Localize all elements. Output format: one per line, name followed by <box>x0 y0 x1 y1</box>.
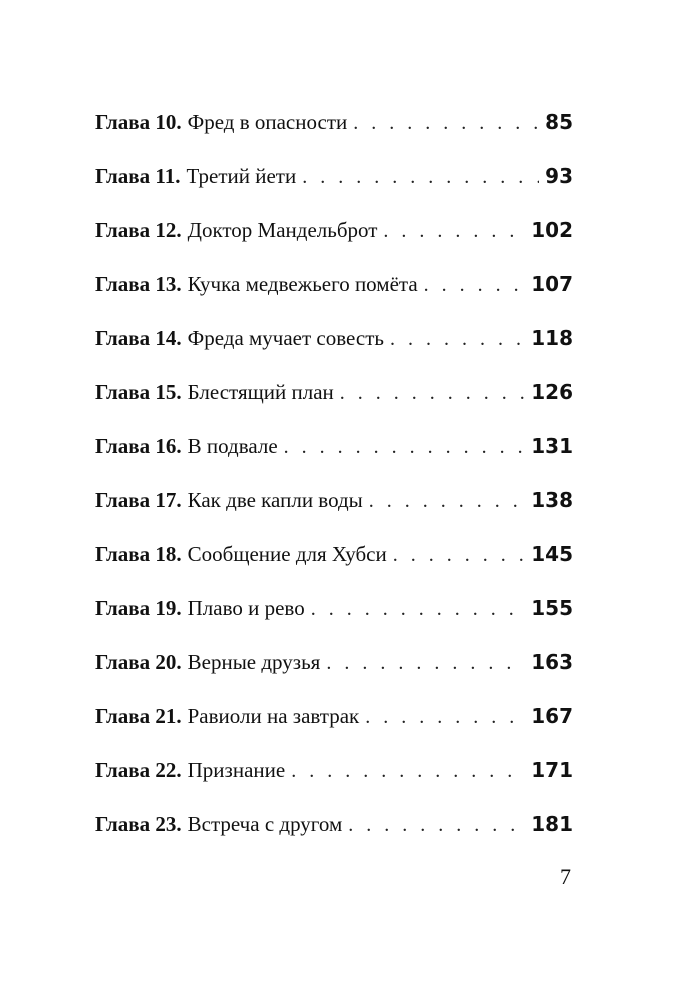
chapter-title: Как две капли воды <box>187 488 363 512</box>
chapter-title: Кучка медвежьего помёта <box>187 272 418 296</box>
page-number: 138 <box>531 488 573 512</box>
page-number: 126 <box>531 380 573 404</box>
toc-entry <box>95 380 573 434</box>
page-number: 118 <box>531 326 573 350</box>
chapter-title: В подвале <box>187 434 278 458</box>
dot-leader <box>284 436 526 459</box>
page-number: 145 <box>531 542 573 566</box>
chapter-title: Признание <box>187 758 286 782</box>
toc-entry <box>95 488 573 542</box>
chapter-title: Равиоли на завтрак <box>187 704 360 728</box>
chapter-label: Глава 16. <box>95 434 182 458</box>
page-number: 102 <box>531 218 573 242</box>
dot-leader <box>353 112 539 135</box>
chapter-title: Блестящий план <box>187 380 334 404</box>
page-number: 163 <box>531 650 573 674</box>
toc-entry <box>95 650 573 704</box>
chapter-label: Глава 21. <box>95 704 182 728</box>
toc-entry <box>95 812 573 866</box>
table-of-contents <box>95 110 573 866</box>
dot-leader <box>340 382 525 405</box>
chapter-label: Глава 17. <box>95 488 182 512</box>
dot-leader <box>393 544 526 567</box>
toc-entry <box>95 596 573 650</box>
toc-entry <box>95 326 573 380</box>
page-number: 107 <box>531 272 573 296</box>
chapter-title: Встреча с другом <box>187 812 343 836</box>
chapter-label: Глава 12. <box>95 218 182 242</box>
chapter-label: Глава 13. <box>95 272 182 296</box>
page-folio-number: 7 <box>560 864 571 889</box>
page-number: 85 <box>545 110 573 134</box>
dot-leader <box>302 166 539 189</box>
chapter-title: Плаво и рево <box>187 596 305 620</box>
toc-entry <box>95 758 573 812</box>
dot-leader <box>326 652 525 675</box>
page-number: 155 <box>531 596 573 620</box>
dot-leader <box>365 706 525 729</box>
chapter-label: Глава 20. <box>95 650 182 674</box>
toc-entry <box>95 272 573 326</box>
chapter-label: Глава 23. <box>95 812 182 836</box>
chapter-label: Глава 11. <box>95 164 181 188</box>
toc-entry <box>95 434 573 488</box>
page-number: 171 <box>531 758 573 782</box>
dot-leader <box>311 598 526 621</box>
toc-entry <box>95 218 573 272</box>
chapter-title: Доктор Мандельброт <box>187 218 378 242</box>
chapter-label: Глава 10. <box>95 110 182 134</box>
page-number: 181 <box>531 812 573 836</box>
chapter-label: Глава 15. <box>95 380 182 404</box>
page-number: 93 <box>545 164 573 188</box>
dot-leader <box>369 490 525 513</box>
chapter-label: Глава 18. <box>95 542 182 566</box>
chapter-title: Сообщение для Хубси <box>187 542 387 566</box>
chapter-label: Глава 22. <box>95 758 182 782</box>
chapter-label: Глава 19. <box>95 596 182 620</box>
dot-leader <box>390 328 525 351</box>
chapter-title: Третий йети <box>186 164 297 188</box>
chapter-title: Фред в опасности <box>187 110 348 134</box>
chapter-label: Глава 14. <box>95 326 182 350</box>
chapter-title: Верные друзья <box>187 650 321 674</box>
toc-entry <box>95 164 573 218</box>
toc-entry <box>95 704 573 758</box>
toc-entry <box>95 110 573 164</box>
dot-leader <box>291 760 525 783</box>
dot-leader <box>383 220 525 243</box>
dot-leader <box>348 814 525 837</box>
dot-leader <box>424 274 526 297</box>
page-number: 131 <box>531 434 573 458</box>
toc-entry <box>95 542 573 596</box>
chapter-title: Фреда мучает совесть <box>187 326 384 350</box>
page-number: 167 <box>531 704 573 728</box>
